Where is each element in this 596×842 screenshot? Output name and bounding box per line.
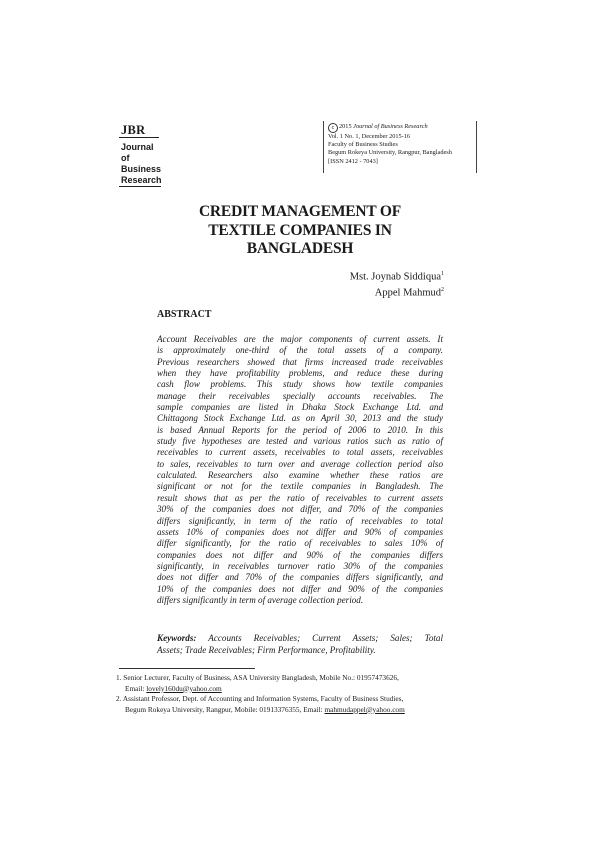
abstract-line: manage their receivables specially accounts receivables. The: [157, 390, 443, 401]
paper-title: [150, 203, 450, 259]
abstract-line: 10% of the companies does not differ and 90% of the companies: [157, 583, 443, 594]
abstract-line: result shows that as per the ratio of receivables to current assets: [157, 492, 443, 503]
footnote-1-email-line: [116, 684, 486, 695]
author-1: [280, 268, 444, 284]
keywords-line: [157, 633, 443, 645]
abstract-line: study five hypotheses are tested and various ratios such as ratio of: [157, 436, 443, 447]
title-line: BANGLADESH: [246, 240, 354, 257]
abstract-line: cash flow problems. This study shows how textile companies: [157, 379, 443, 390]
title-line: CREDIT MANAGEMENT OF: [198, 203, 402, 220]
issn-info: [ISSN 2412 - 7043]: [328, 157, 378, 165]
abstract-body: [157, 334, 443, 606]
author-1-email-link[interactable]: lovely160du@yahoo.com: [146, 683, 222, 693]
journal-name-line: Journal: [121, 142, 154, 152]
abstract-line: does not differ and 70% of the companies differs significantly, and: [157, 572, 443, 583]
journal-name-line: of: [121, 153, 130, 163]
abstract-line: is based Annual Reports for the period of 2006 to 2010. In this: [157, 424, 443, 435]
footnote-2-line-2: [116, 705, 486, 716]
header-divider-right: [476, 121, 477, 173]
footnote-rule: [119, 668, 255, 669]
footnote-2: 2. Assistant Professor, Dept. of Accounting and Information Systems, Faculty of Business Studies,: [116, 694, 404, 704]
author-list: [280, 268, 444, 300]
header-divider-left: [323, 121, 324, 173]
abstract-line: significant or not for the textile companies in Bangladesh. The: [157, 481, 443, 492]
journal-abbr-rule: [119, 137, 159, 138]
keywords-label: Keywords:: [157, 633, 197, 643]
abstract-line: when they have profitability problems, and reduce these during: [157, 368, 443, 379]
abstract-line: significantly, in receivables turnover ratio 30% of the companies: [157, 560, 443, 571]
publication-info: [328, 123, 476, 166]
footnote-1: 1. Senior Lecturer, Faculty of Business, ASA University Bangladesh, Mobile No.: 01957473626,: [116, 673, 399, 682]
abstract-heading: ABSTRACT: [157, 309, 212, 320]
keywords-line: Assets; Trade Receivables; Firm Performance, Profitability.: [157, 644, 376, 655]
copyright-icon: c: [328, 123, 338, 133]
footnote-email-label: Email:: [125, 683, 147, 693]
abstract-line: is approximately one-third of the total assets of a company.: [157, 345, 443, 356]
abstract-line: differs significantly, in term of the ratio of receivables to total: [157, 515, 443, 526]
author-2: [280, 284, 444, 300]
abstract-line: sample companies are listed in Dhaka Stock Exchange Ltd. and: [157, 402, 443, 413]
journal-name: [121, 142, 181, 186]
abstract-line: differs significantly in term of average collection period.: [157, 594, 364, 605]
abstract-line: companies does not differ and 90% of the companies differs: [157, 549, 443, 560]
keywords-section: [157, 633, 443, 656]
abstract-line: differ significantly, for the ratio of receivables to sales 10% of: [157, 538, 443, 549]
university-info: Begum Rokeya University, Rangpur, Bangladesh: [328, 149, 452, 157]
footnote-2-text: Begum Rokeya University, Rangpur, Mobile: 01913376355, Email:: [125, 704, 325, 714]
author-affiliation-mark: 2: [441, 287, 444, 293]
footnotes: [116, 673, 486, 715]
copyright-journal: Journal of Business Research: [353, 123, 428, 130]
copyright-year: 2015: [339, 123, 354, 130]
author-name: Appel Mahmud: [374, 287, 441, 299]
abstract-line: receivables to current assets, receivables to total assets, receivables: [157, 447, 443, 458]
abstract-line: calculated. Researchers also examine whether these ratios are: [157, 470, 443, 481]
abstract-line: Account Receivables are the major components of current assets. It: [157, 334, 443, 344]
journal-abbreviation: JBR: [121, 123, 146, 137]
title-line: TEXTILE COMPANIES IN: [208, 221, 392, 239]
abstract-line: to sales, receivables to turn over and average collection period also: [157, 458, 443, 469]
author-2-email-link[interactable]: mahmudappel@yahoo.com: [324, 704, 405, 714]
abstract-line: 30% of the companies does not differ, and 70% of the companies: [157, 504, 443, 515]
author-affiliation-mark: 1: [441, 271, 444, 277]
journal-name-line: Business: [121, 164, 162, 174]
abstract-line: Previous researchers showed that firms increased trade receivables: [157, 356, 443, 367]
author-name: Mst. Joynab Siddiqua: [349, 271, 441, 283]
journal-name-rule: [119, 186, 161, 187]
abstract-line: Chittagong Stock Exchange Ltd. as on April 30, 2013 and the study: [157, 413, 443, 424]
faculty-info: Faculty of Business Studies: [328, 141, 398, 149]
volume-info: Vol. 1 No. 1, December 2015-16: [328, 133, 411, 140]
abstract-line: assets 10% of companies does not differ and 90% of companies: [157, 526, 443, 537]
journal-name-line: Research: [121, 175, 162, 185]
copyright-line: [328, 123, 476, 133]
keywords-text: Accounts Receivables; Current Assets; Sales; Total: [196, 633, 443, 643]
